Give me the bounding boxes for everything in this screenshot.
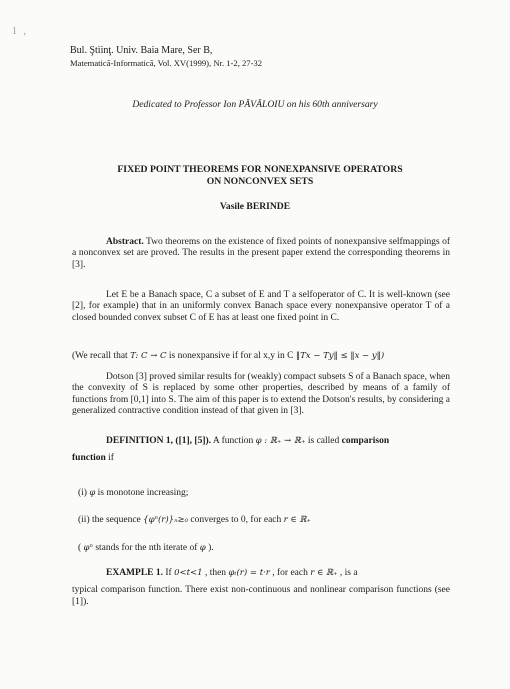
example-condition: 0<t<1 [174,568,203,578]
condition-i-number: (i) [78,488,90,498]
example-function: φₜ(r) = t·r [228,568,270,578]
iterate-note-phi-n: φⁿ [83,543,93,553]
recall-line [72,351,450,362]
recall-mid: is nonexpansive if for al x,y in C [166,351,296,361]
recall-map: T: C → C [130,351,167,361]
definition-term-2: function [72,453,106,464]
condition-ii-set: r ∈ ℝ₊ [283,515,311,525]
iterate-note-close: ). [205,543,214,553]
author-name: Vasile BERINDE [219,201,291,212]
paragraph-2 [72,372,450,417]
example-label: EXAMPLE 1. [106,568,163,578]
definition-term: comparison [341,436,390,446]
condition-ii-sequence: {φⁿ(r)}ₙ≥₀ [143,515,189,525]
abstract [72,237,450,271]
title-line-2: ON NONCONVEX SETS [206,176,314,187]
iterate-note-text: stands for the nth iterate of [92,543,200,553]
paragraph-1 [72,290,450,324]
paper-title [60,164,460,188]
example-post: , is a [337,568,358,578]
condition-ii-mid: converges to 0, for each [188,515,284,525]
example-1 [72,568,450,608]
example-set: r ∈ ℝ₊ [310,568,338,578]
iterate-note [78,543,214,553]
title-line-1: FIXED POINT THEOREMS FOR NONEXPANSIVE OPERATORS [117,164,403,175]
definition-pre: A function [211,436,256,446]
dedication: Dedicated to Professor Ion PĂVĂLOIU on his 60th anniversary [132,99,378,110]
example-mid-2: , for each [269,568,311,578]
journal-line-1: Bul. Ştiinţ. Univ. Baia Mare, Ser B, [70,45,213,56]
definition-1 [72,436,450,465]
condition-i-text: is monotone increasing; [95,488,189,498]
example-text: typical comparison function. There exist non-continuous and nonlinear comparison functions (see [1]). [72,585,450,607]
condition-ii-text: (ii) the sequence [78,515,144,525]
iterate-note-open: ( [78,543,84,553]
definition-function: φ : ℝ₊ → ℝ₊ [255,436,306,446]
example-mid: , then [202,568,229,578]
abstract-label: Abstract. [106,237,144,247]
margin-mark: 1 , [12,26,28,37]
journal-header [70,44,262,70]
condition-i [78,488,188,498]
recall-inequality: ‖Tx − Ty‖ ≤ ‖x − y‖) [295,351,385,361]
example-pre: If [163,568,175,578]
condition-ii [78,515,311,525]
definition-mid: is called [305,436,342,446]
condition-i-phi: φ [89,488,96,498]
recall-pre: (We recall that [72,351,131,361]
iterate-note-phi: φ [199,543,206,553]
definition-post: if [105,453,114,464]
journal-line-2: Matematică-Informatică, Vol. XV(1999), Nr. 1-2, 27-32 [70,58,263,68]
paragraph-1-text: Let E be a Banach space, C a subset of E and T a selfoperator of C. It is well-known (see [2], for example) that in an uniformly convex Banach space every nonexpansive operator T of a closed bounded convex subset C of E has at least one fixed point in C. [72,290,450,323]
abstract-text: Two theorems on the existence of fixed points of nonexpansive selfmappings of a nonconvex set are proved. The results in the present paper extend the corresponding theorems in [3]. [72,237,450,270]
paragraph-2-text: Dotson [3] proved similar results for (weakly) compact subsets S of a Banach space, when the convexity of S is replaced by some other properties, described by means of a family of functions from [0,1] into S. The aim of this paper is to extend the Dotson's results, by considering a generalized contractive condition instead of that given in [3]. [72,372,450,416]
definition-label: DEFINITION 1, ([1], [5]). [106,436,212,446]
